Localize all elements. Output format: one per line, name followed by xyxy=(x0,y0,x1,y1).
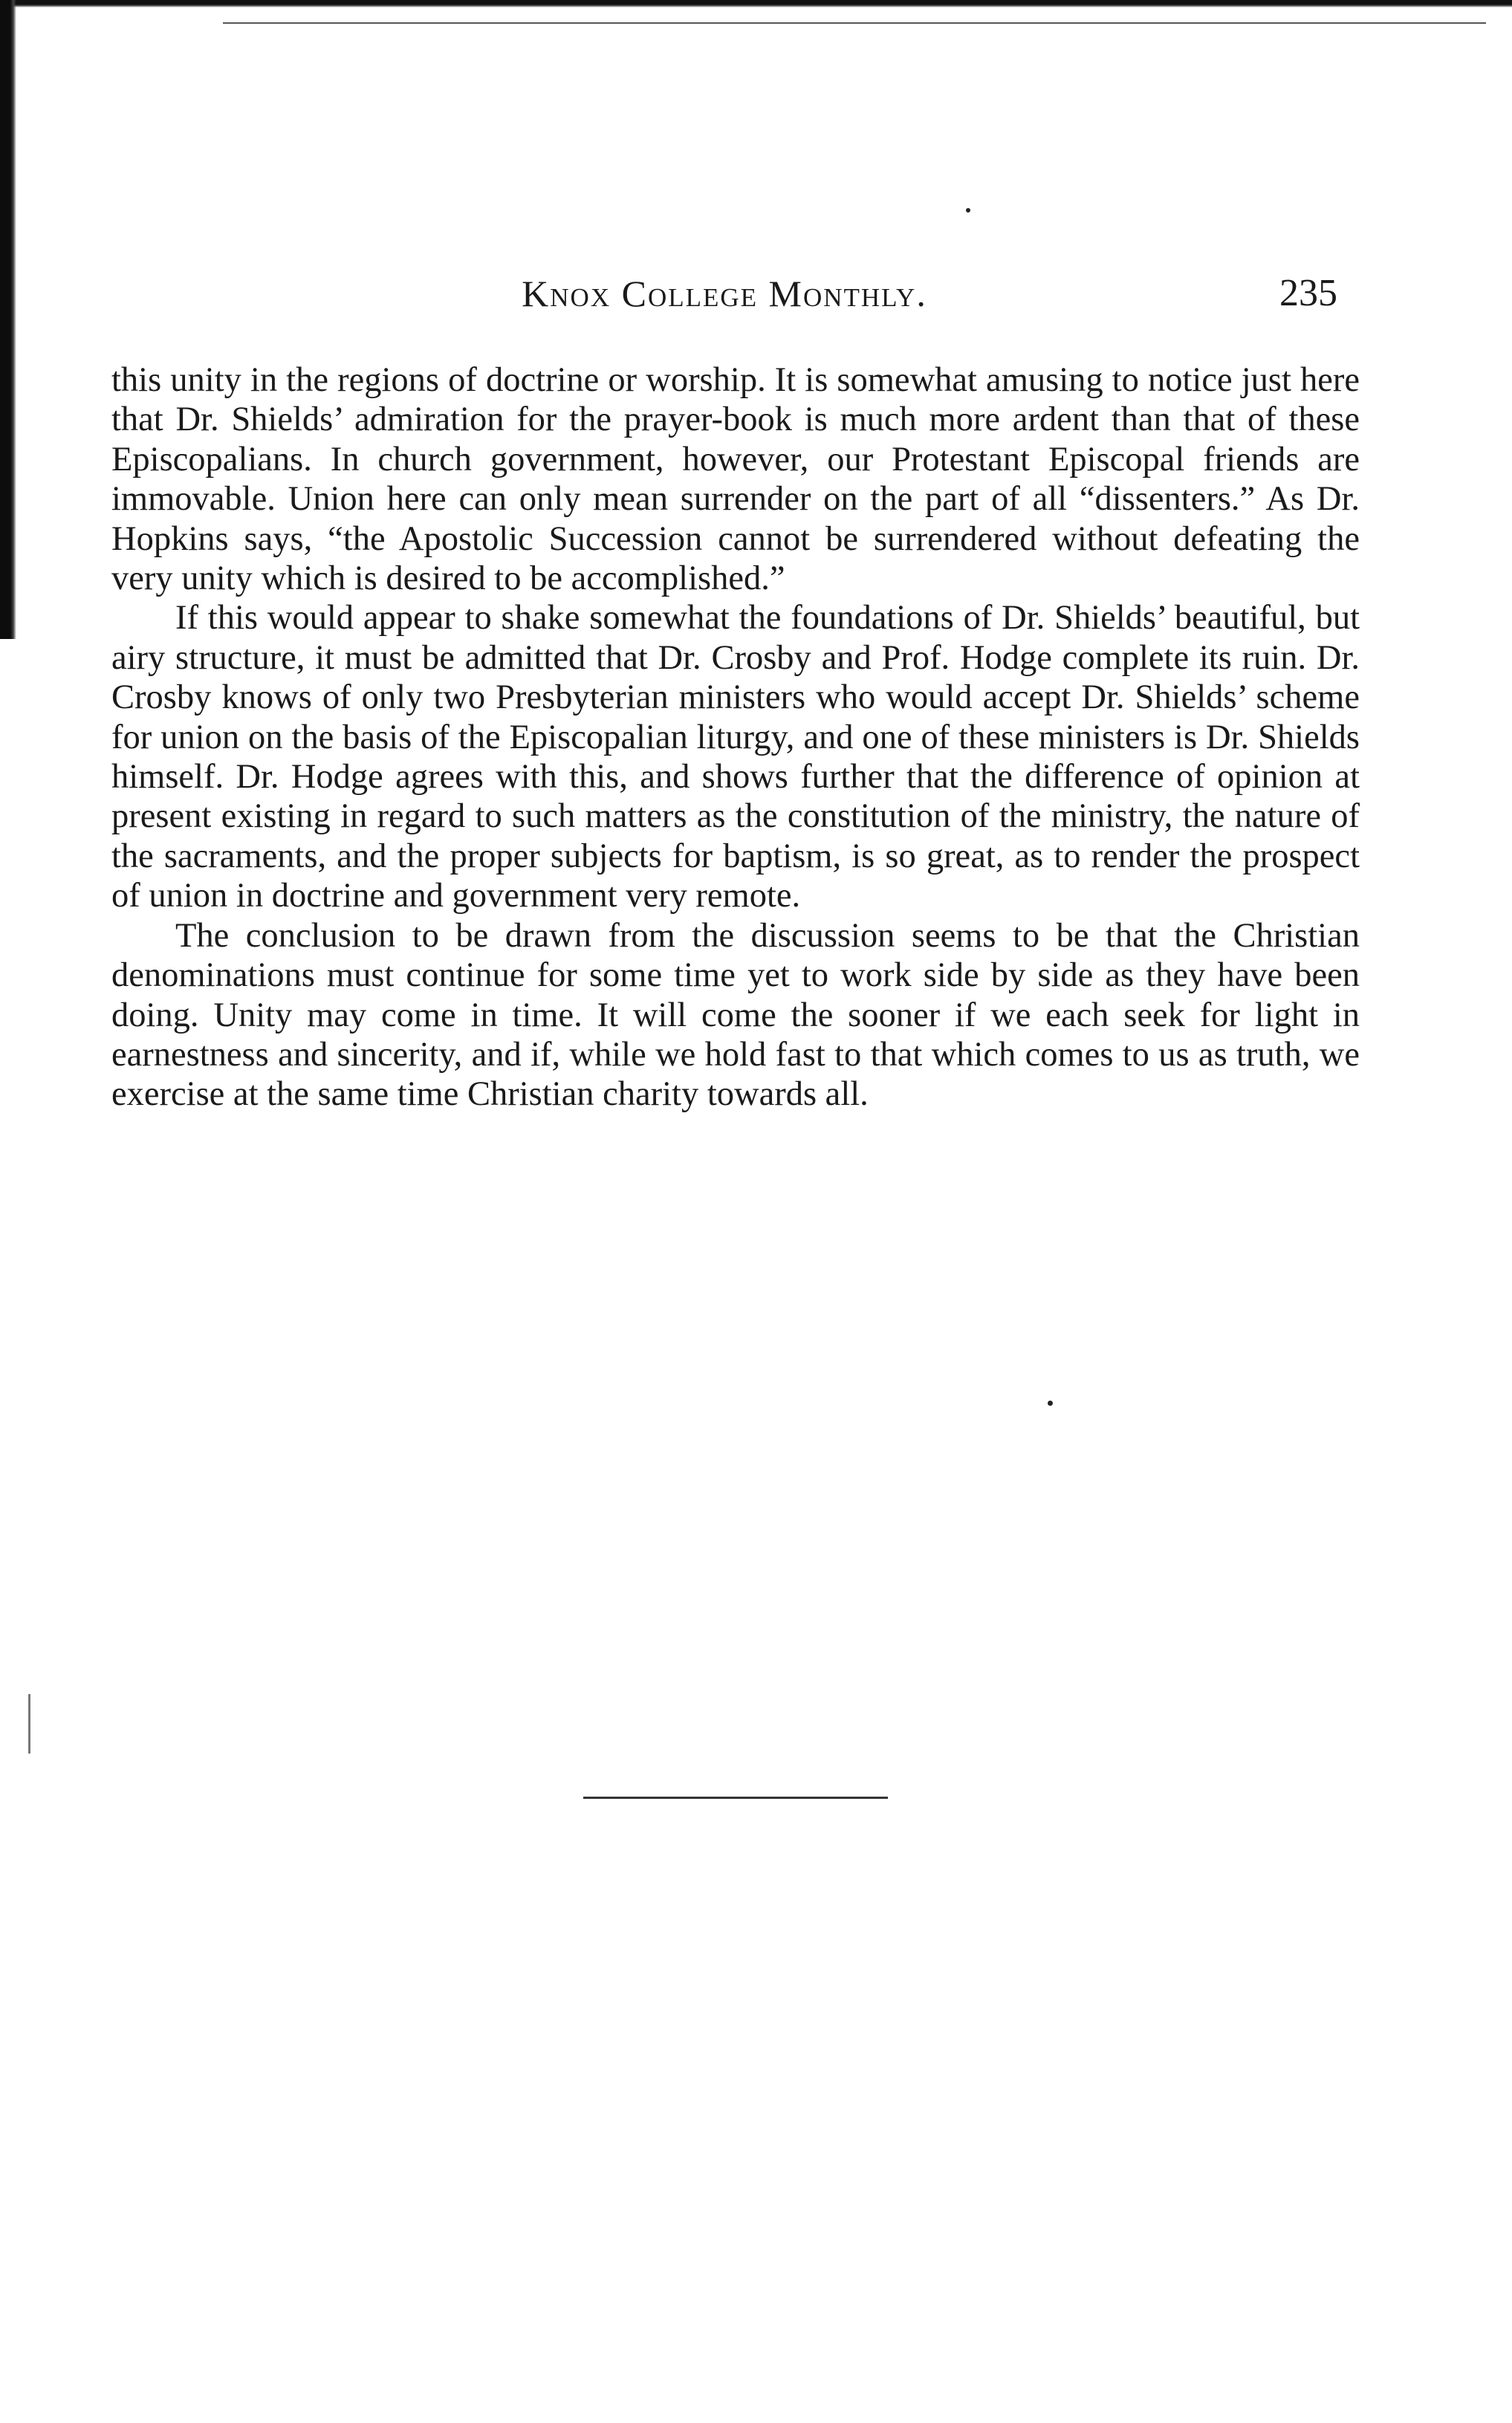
paragraph: If this would appear to shake somewhat the foundations of Dr. Shields’ beautiful, but airy structure, it must be admitted that Dr. Crosby and Prof. Hodge complete its ruin. Dr. Crosby knows of only two Presbyterian ministers who would accept Dr. Shields’ scheme for union on the basis of the Episcopalian liturgy, and one of these ministers is Dr. Shields himself. Dr. Hodge agrees with this, and shows further that the difference of opinion at present existing in regard to such matters as the constitution of the ministry, the nature of the sacraments, and the proper subjects for baptism, is so great, as to render the prospect of union in doctrine and government very remote. xyxy=(111,599,1360,915)
scan-top-hairline xyxy=(223,22,1486,24)
paragraph: this unity in the regions of doctrine or worship. It is somewhat amusing to notice just here that Dr. Shields’ admiration for the prayer-book is much more ardent than that of these Episcopalians. In church government, however, our Protestant Episcopal friends are immovable. Union here can only mean surrender on the part of all “dissenters.” As Dr. Hopkins says, “the Apostolic Succession cannot be surrendered without defeating the very unity which is desired to be accomplished.” xyxy=(111,361,1360,598)
article-body xyxy=(111,360,1360,1115)
scan-top-edge xyxy=(0,0,1512,7)
end-of-article-rule xyxy=(583,1797,888,1799)
page-number: 235 xyxy=(1279,272,1337,314)
scan-speck xyxy=(966,208,970,213)
scan-speck xyxy=(1048,1401,1053,1406)
running-title: Knox College Monthly. xyxy=(522,273,927,314)
scan-left-edge xyxy=(0,0,16,639)
scan-left-mark xyxy=(28,1694,30,1754)
page-header xyxy=(111,264,1337,323)
paragraph: The conclusion to be drawn from the discussion seems to be that the Christian denominations must continue for some time yet to work side by side as they have been doing. Unity may come in time. It will come the sooner if we each seek for light in earnestness and sincerity, and if, while we hold fast to that which comes to us as truth, we exercise at the same time Christian charity towards all. xyxy=(111,916,1360,1114)
